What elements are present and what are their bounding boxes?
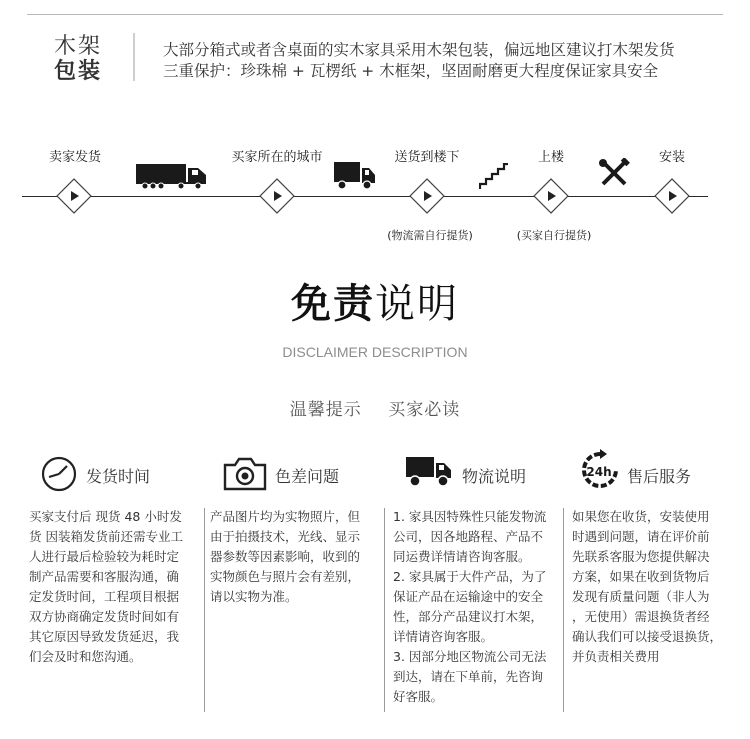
top-divider <box>27 14 723 15</box>
flow-line <box>22 196 708 197</box>
clock-icon <box>40 455 78 493</box>
truck-icon <box>136 164 208 190</box>
reminder-line <box>0 395 750 420</box>
flow-node-3 <box>408 177 446 215</box>
tools-icon <box>598 158 630 188</box>
wood-package-title: 木架 包装 <box>53 34 102 84</box>
column-separator-1 <box>204 508 205 712</box>
step-note-downstairs: (物流需自行提货) <box>387 229 473 242</box>
column-text-after-sales: 如果您在收货，安装使用 时遇到问题，请在评价前 先联系客服为您提供解决 方案，如果在收到货物后 发现有质量问题（非人为 ，无使用）需退换货者经 确认我们可以接受退换货， 并负责相关费用 <box>572 509 723 664</box>
step-label-upstairs: 上楼 <box>537 150 565 165</box>
flow-node-2 <box>258 177 296 215</box>
delivery-truck-icon <box>406 455 452 489</box>
column-text-color-difference: 产品图片均为实物照片，但 由于拍摄技术，光线、显示 器参数等因素影响，收到的 实物颜色与照片会有差别， 请以实物为准。 <box>210 509 361 604</box>
column-head-shipping-time: 发货时间 <box>40 455 200 491</box>
column-head-color-difference: 色差问题 <box>223 455 383 491</box>
tip-buyer-must-read: 买家必读 <box>388 400 461 420</box>
flow-node-5 <box>653 177 691 215</box>
column-head-logistics: 物流说明 <box>406 455 566 491</box>
step-label-install: 安装 <box>658 150 686 165</box>
column-text-shipping-time: 买家支付后 现货 48 小时发 货 因装箱发货前还需专业工 人进行最后检验较为耗时定 制产品需要和客服沟通，确 定发货时间，工程项目根据 双方协商确定发货时间如有 其它原因导致发货延迟，我 们会及时和您沟通。 <box>29 509 183 664</box>
step-label-seller-ship: 卖家发货 <box>48 150 102 165</box>
tip-warm-reminder: 温馨提示 <box>289 400 362 420</box>
step-note-upstairs: (买家自行提货) <box>516 229 592 242</box>
disclaimer-subtitle: DISCLAIMER DESCRIPTION <box>282 344 468 360</box>
van-icon <box>334 162 376 190</box>
disclaimer-title: 免责说明 <box>291 281 459 327</box>
step-label-buyer-city: 买家所在的城市 <box>231 150 323 165</box>
wood-package-description: 大部分箱式或者含桌面的实木家具采用木架包装，偏远地区建议打木架发货 三重保护：珍珠棉 + 瓦楞纸 + 木框架，坚固耐磨更大程度保证家具安全 <box>163 41 675 80</box>
svg-text:24h: 24h <box>586 465 612 479</box>
24h-icon <box>579 449 621 491</box>
column-text-logistics: 1. 家具因特殊性只能发物流 公司，因各地路程、产品不 同运费详情请咨询客服。 2. 家具属于大件产品，为了 保证产品在运输途中的安全 性，部分产品建议打木架， 详情请咨询客服。 3. 因部分地区物流公司无法 到达，请在下单前，先咨询 好客服。 <box>393 509 547 704</box>
column-separator-2 <box>384 508 385 712</box>
stairs-icon <box>479 163 509 190</box>
camera-icon <box>223 457 267 491</box>
step-label-downstairs: 送货到楼下 <box>394 150 460 165</box>
flow-node-4 <box>532 177 570 215</box>
flow-node-1 <box>55 177 93 215</box>
column-head-after-sales: 24h 售后服务 <box>579 455 739 491</box>
title-divider-bar <box>133 33 135 81</box>
column-separator-3 <box>563 508 564 712</box>
